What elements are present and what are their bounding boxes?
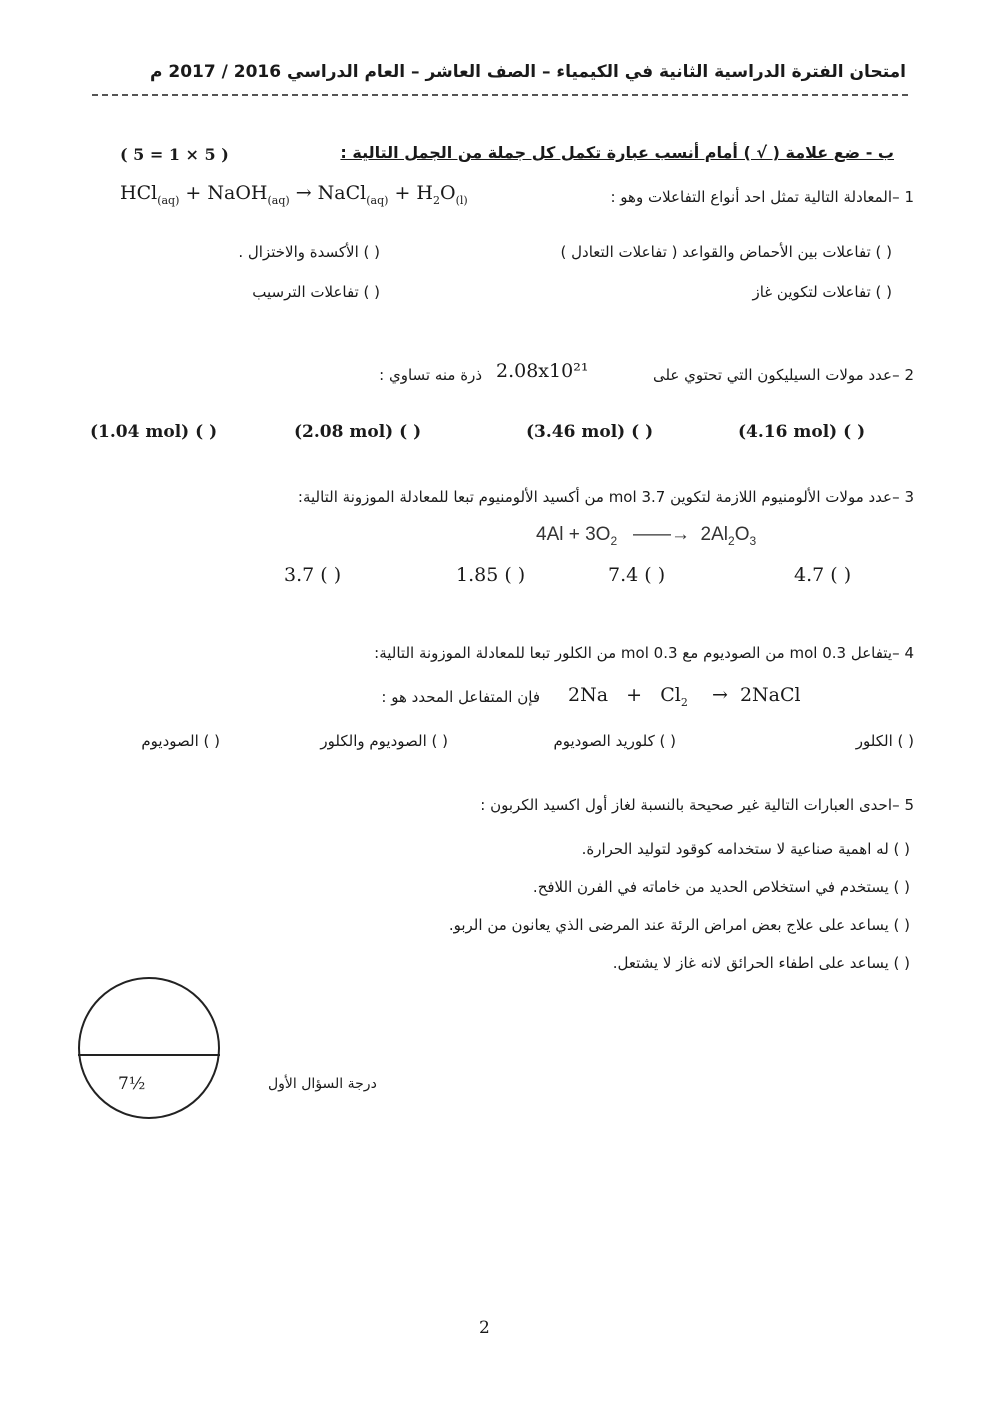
q4-number: 4 – bbox=[892, 644, 914, 662]
section-instruction bbox=[340, 143, 894, 162]
q2-text-after: ذرة منه تساوي : bbox=[379, 366, 482, 384]
q3-text: عدد مولات الألومنيوم اللازمة لتكوين 3.7 mol من أكسيد الألومنيوم تبعا للمعادلة الموزونة التالية: bbox=[297, 488, 892, 506]
score-label: درجة السؤال الأول bbox=[268, 1076, 377, 1092]
q1-option-1[interactable]: ( ) تفاعلات بين الأحماض والقواعد ( تفاعلات التعادل ) bbox=[560, 243, 892, 261]
score-circle bbox=[78, 977, 220, 1119]
exam-header-title: امتحان الفترة الدراسية الثانية في الكيمياء – الصف العاشر – العام الدراسي 2016 / 2017 م bbox=[149, 62, 906, 82]
q2-option-4[interactable]: (4.16 mol) ( ) bbox=[738, 422, 866, 442]
q3-number: 3 – bbox=[892, 488, 914, 506]
q3-option-1[interactable]: 3.7 ( ) bbox=[284, 564, 342, 586]
q4-text-2: فإن المتفاعل المحدد هو : bbox=[381, 688, 540, 706]
section-instruction-text: ب - ضع علامة ( √ ) أمام أنسب عبارة تكمل كل جملة من الجمل التالية : bbox=[340, 143, 894, 162]
q2-number: 2 – bbox=[892, 366, 914, 384]
q5-option-1[interactable]: ( ) له اهمية صناعية لا ستخدامه كوقود لتوليد الحرارة. bbox=[581, 840, 910, 858]
q2-option-1[interactable]: (1.04 mol) ( ) bbox=[90, 422, 218, 442]
page-number: 2 bbox=[479, 1318, 490, 1338]
q1-option-2[interactable]: ( ) الأكسدة والاختزال . bbox=[238, 243, 380, 261]
q3-equation: $4Al + 3O_2$ ——→ $2Al_2O_3$ bbox=[536, 524, 757, 548]
q5-text: احدى العبارات التالية غير صحيحة بالنسبة لغاز أول اكسيد الكربون : bbox=[480, 796, 892, 814]
q2-option-3[interactable]: (3.46 mol) ( ) bbox=[526, 422, 654, 442]
header-divider bbox=[92, 94, 908, 96]
q4-option-3[interactable]: ( ) الصوديوم والكلور bbox=[320, 732, 448, 750]
q3-option-4[interactable]: 4.7 ( ) bbox=[794, 564, 852, 586]
q4-equation: $2Na + Cl_2$ → 2NaCl bbox=[568, 684, 801, 709]
q5-option-3[interactable]: ( ) يساعد على علاج بعض امراض الرئة عند المرضى الذي يعانون من الربو. bbox=[448, 916, 910, 934]
q2-option-2[interactable]: (2.08 mol) ( ) bbox=[294, 422, 422, 442]
q5-number: 5 – bbox=[892, 796, 914, 814]
q2-value: 2.08x10²¹ bbox=[496, 360, 589, 382]
q1-text: المعادلة التالية تمثل احد أنواع التفاعلات وهو : bbox=[610, 188, 892, 206]
q4-option-4[interactable]: ( ) الصوديوم bbox=[141, 732, 220, 750]
q3-option-2[interactable]: 1.85 ( ) bbox=[456, 564, 526, 586]
score-value: 7½ bbox=[118, 1074, 146, 1094]
q1-equation: HCl$_{(aq)}$ + NaOH$_{(aq)}$ → NaCl$_{(aq)}$ + $H_2O_{(l)}$ bbox=[120, 182, 468, 207]
q5-option-2[interactable]: ( ) يستخدم في استخلاص الحديد من خاماته في الفرن اللافح. bbox=[532, 878, 910, 896]
q1-option-3[interactable]: ( ) تفاعلات لتكوين غاز bbox=[752, 283, 892, 301]
section-marks: ( 5 = 1 × 5 ) bbox=[120, 145, 229, 164]
q4-option-1[interactable]: ( ) الكلور bbox=[855, 732, 914, 750]
q3-option-3[interactable]: 7.4 ( ) bbox=[608, 564, 666, 586]
score-circle-divider bbox=[78, 1054, 220, 1056]
q2-text: عدد مولات السيليكون التي تحتوي على bbox=[652, 366, 892, 384]
q5-option-4[interactable]: ( ) يساعد على اطفاء الحرائق لانه غاز لا يشتعل. bbox=[612, 954, 910, 972]
q1-number: 1 – bbox=[892, 188, 914, 206]
q4-option-2[interactable]: ( ) كلوريد الصوديوم bbox=[553, 732, 676, 750]
q1-option-4[interactable]: ( ) تفاعلات الترسيب bbox=[252, 283, 380, 301]
q4-text: يتفاعل 0.3 mol من الصوديوم مع 0.3 mol من الكلور تبعا للمعادلة الموزونة التالية: bbox=[374, 644, 892, 662]
